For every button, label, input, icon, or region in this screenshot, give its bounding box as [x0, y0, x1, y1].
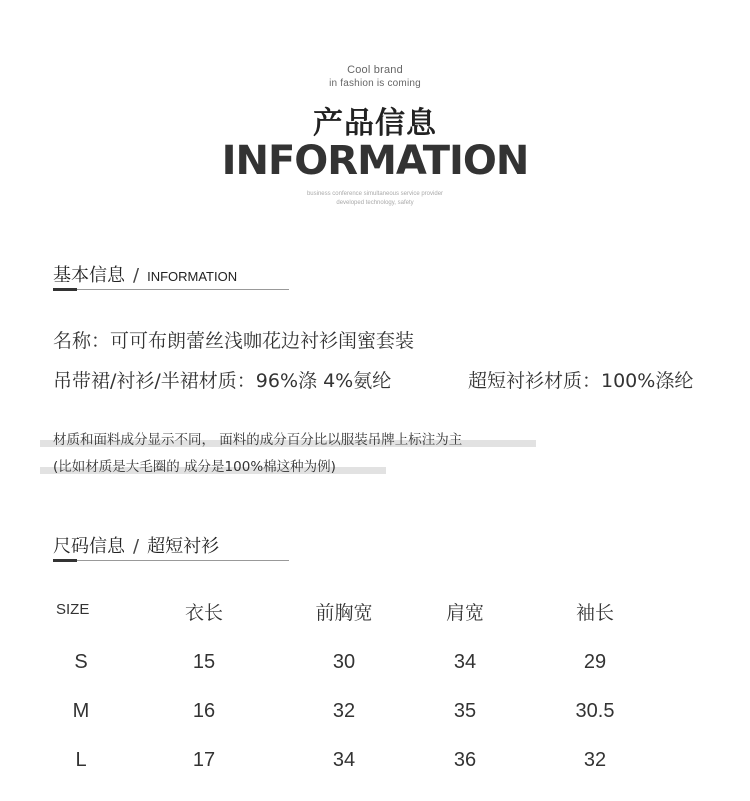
- size-info-divider: [53, 560, 289, 561]
- size-info-heading: [53, 532, 219, 558]
- basic-info-divider: [53, 289, 289, 290]
- column-header-length: 衣长: [184, 602, 223, 624]
- basic-info-heading: [53, 261, 237, 287]
- product-name: 名称：可可布朗蕾丝浅咖花边衬衫闺蜜套装: [53, 330, 415, 352]
- page-title-en: INFORMATION: [221, 138, 529, 184]
- column-header-shoulder: 肩宽: [445, 602, 484, 624]
- basic-info-title: 基本信息: [53, 265, 125, 286]
- page-title-cn: 产品信息: [313, 106, 437, 141]
- material-note-1: 材质和面料成分显示不同， 面料的成分百分比以服装吊牌上标注为主: [53, 432, 463, 448]
- basic-info-accent: [53, 288, 77, 291]
- table-cell: 29: [583, 651, 607, 673]
- table-cell: 30.5: [575, 700, 615, 722]
- table-cell: 16: [192, 700, 216, 722]
- table-cell: 34: [453, 651, 477, 673]
- table-cell: 32: [332, 700, 356, 722]
- size-info-accent: [53, 559, 77, 562]
- column-header-chest: 前胸宽: [315, 602, 373, 624]
- material-note-2: (比如材质是大毛圈的 成分是100%棉这种为例): [53, 459, 336, 475]
- column-header-size: SIZE: [56, 601, 90, 618]
- table-cell-size: S: [74, 651, 88, 673]
- tagline-secondary: in fashion is coming: [329, 78, 421, 89]
- heading-separator: /: [133, 536, 140, 557]
- size-info-title: 尺码信息: [53, 536, 125, 557]
- material-dress-set: 吊带裙/衬衫/半裙材质：96%涤 4%氨纶: [53, 370, 392, 392]
- fine-print-1: business conference simultaneous service provider: [306, 191, 444, 197]
- fine-print-2: developed technology, safety: [336, 200, 414, 206]
- basic-info-subtitle: INFORMATION: [147, 269, 238, 284]
- table-cell: 35: [453, 700, 477, 722]
- table-cell: 30: [332, 651, 356, 673]
- table-cell: 34: [332, 749, 356, 771]
- table-cell: 36: [453, 749, 477, 771]
- heading-separator: /: [133, 265, 140, 286]
- material-short-shirt: 超短衬衫材质：100%涤纶: [468, 370, 694, 392]
- column-header-sleeve: 袖长: [575, 602, 614, 624]
- table-cell: 15: [192, 651, 216, 673]
- tagline-primary: Cool brand: [347, 64, 403, 76]
- table-cell-size: L: [75, 749, 87, 771]
- table-cell: 32: [583, 749, 607, 771]
- table-cell-size: M: [72, 700, 90, 722]
- table-cell: 17: [192, 749, 216, 771]
- size-info-subtitle: 超短衬衫: [147, 536, 220, 557]
